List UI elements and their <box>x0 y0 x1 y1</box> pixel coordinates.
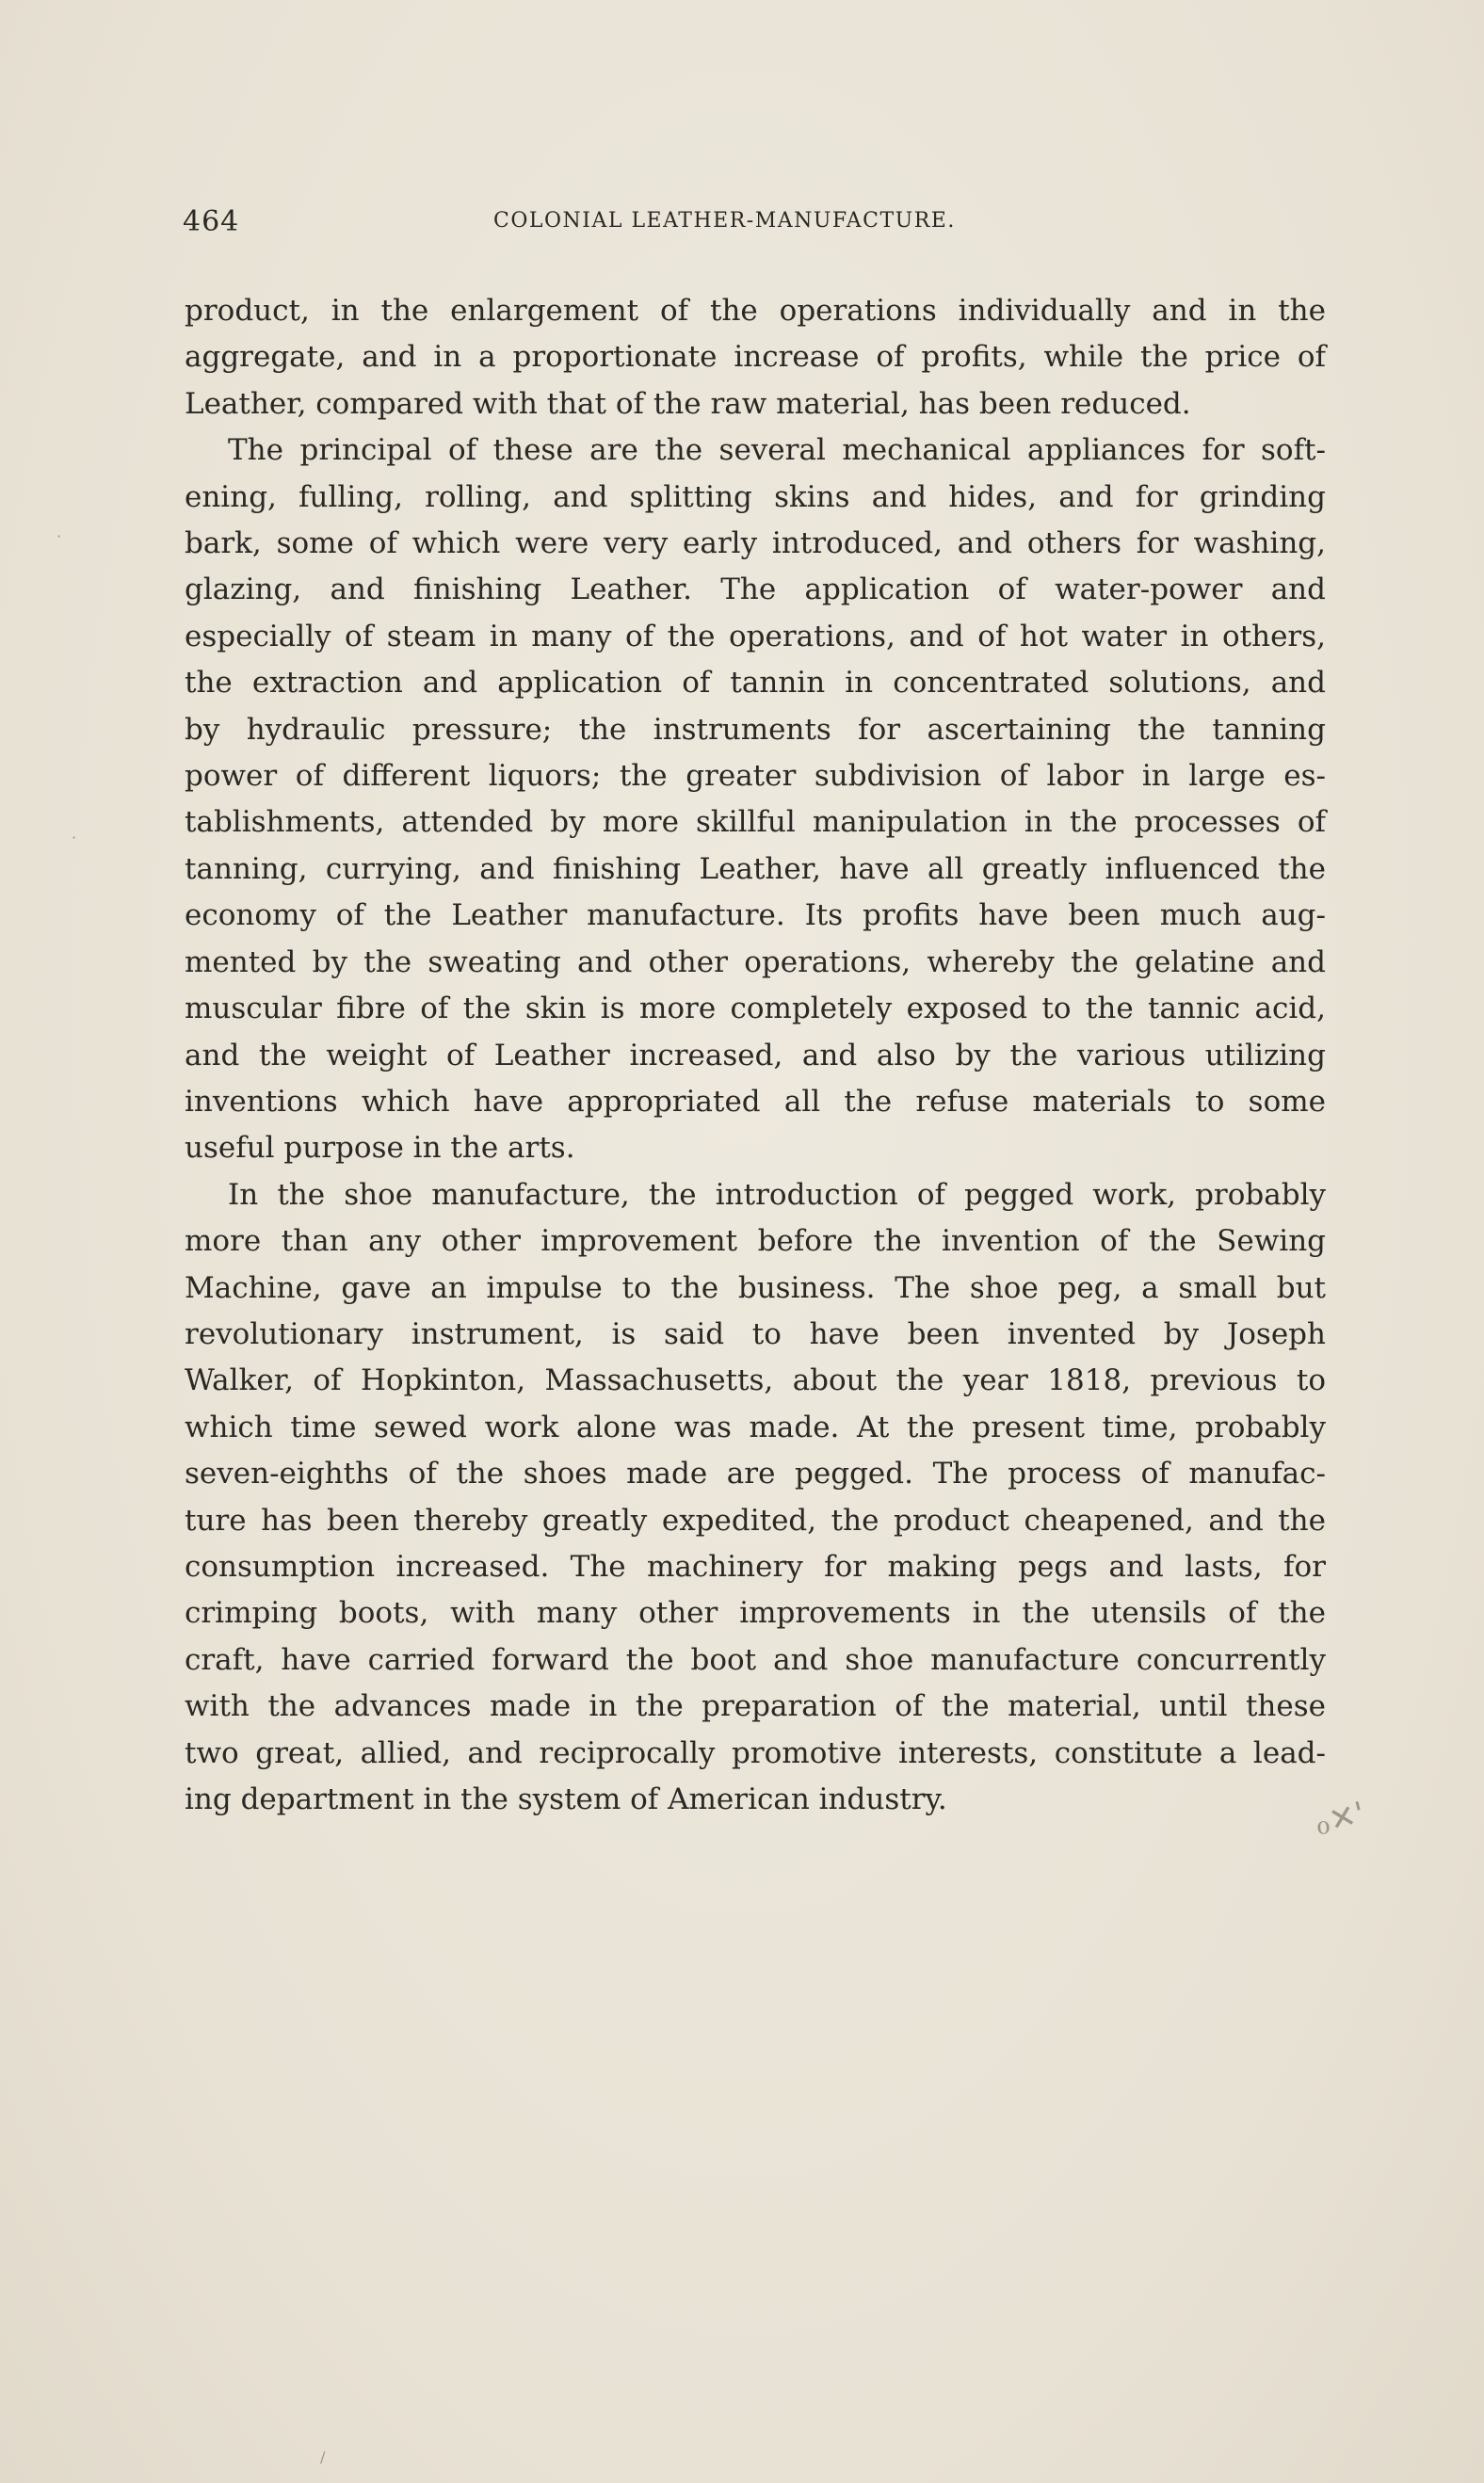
paragraph <box>185 1172 1326 1824</box>
text-line: economy of the Leather manufacture. Its profits have been much aug- <box>185 898 1326 933</box>
text-line: product, in the enlargement of the operations individually and in the <box>185 294 1326 328</box>
text-line: The principal of these are the several mechanical appliances for soft- <box>228 433 1326 468</box>
text-line: seven-eighths of the shoes made are pegged. The process of manufac- <box>185 1457 1326 1491</box>
text-line: power of different liquors; the greater subdivision of labor in large es- <box>185 759 1326 794</box>
text-line: Walker, of Hopkinton, Massachusetts, about the year 1818, previous to <box>185 1363 1326 1398</box>
text-line: Leather, compared with that of the raw material, has been reduced. <box>185 386 1191 421</box>
page-header <box>183 205 1326 243</box>
text-line: ening, fulling, rolling, and splitting skins and hides, and for grinding <box>185 479 1326 514</box>
text-line: aggregate, and in a proportionate increase of profits, while the price of <box>185 340 1326 375</box>
text-line: craft, have carried forward the boot and shoe manufacture concurrently <box>185 1642 1326 1677</box>
text-line: mented by the sweating and other operations, whereby the gelatine and <box>185 944 1326 979</box>
page-number: 464 <box>183 205 240 238</box>
text-line: ing department in the system of American industry. <box>185 1782 947 1816</box>
paragraph <box>185 427 1326 1172</box>
text-line: ture has been thereby greatly expedited, the product cheapened, and the <box>185 1503 1326 1538</box>
paragraph <box>185 288 1326 427</box>
handwritten-mark: ℴ✕' <box>1310 1795 1369 1844</box>
running-title: COLONIAL LEATHER-MANUFACTURE. <box>493 209 956 233</box>
text-line: consumption increased. The machinery for making pegs and lasts, for <box>185 1549 1326 1584</box>
text-line: the extraction and application of tannin in concentrated solutions, and <box>185 666 1326 701</box>
text-line: more than any other improvement before the invention of the Sewing <box>185 1224 1326 1259</box>
text-line: bark, some of which were very early introduced, and others for washing, <box>185 526 1326 561</box>
text-line: Machine, gave an impulse to the business. The shoe peg, a small but <box>185 1270 1326 1305</box>
text-line: In the shoe manufacture, the introduction of pegged work, probably <box>228 1177 1326 1212</box>
text-line: tanning, currying, and finishing Leather, have all greatly influenced the <box>185 851 1326 886</box>
margin-speck: · <box>56 527 62 545</box>
text-line: muscular fibre of the skin is more completely exposed to the tannic acid, <box>185 992 1326 1026</box>
text-line: and the weight of Leather increased, and also by the various utilizing <box>185 1038 1326 1072</box>
text-line: two great, allied, and reciprocally promotive interests, constitute a lead- <box>185 1735 1326 1770</box>
text-line: with the advances made in the preparation of the material, until these <box>185 1689 1326 1724</box>
text-line: revolutionary instrument, is said to have been invented by Joseph <box>185 1316 1326 1351</box>
text-line: by hydraulic pressure; the instruments for ascertaining the tanning <box>185 712 1326 747</box>
text-line: especially of steam in many of the operations, and of hot water in others, <box>185 619 1326 653</box>
text-line: useful purpose in the arts. <box>185 1131 575 1166</box>
body-text <box>185 288 1326 1823</box>
margin-speck: / <box>320 2448 326 2466</box>
text-line: which time sewed work alone was made. At the present time, probably <box>185 1410 1326 1444</box>
text-line: glazing, and finishing Leather. The application of water-power and <box>185 572 1326 607</box>
text-line: tablishments, attended by more skillful manipulation in the processes of <box>185 805 1326 840</box>
margin-speck: · <box>72 829 77 846</box>
text-line: inventions which have appropriated all the refuse materials to some <box>185 1084 1326 1119</box>
text-line: crimping boots, with many other improvements in the utensils of the <box>185 1596 1326 1631</box>
